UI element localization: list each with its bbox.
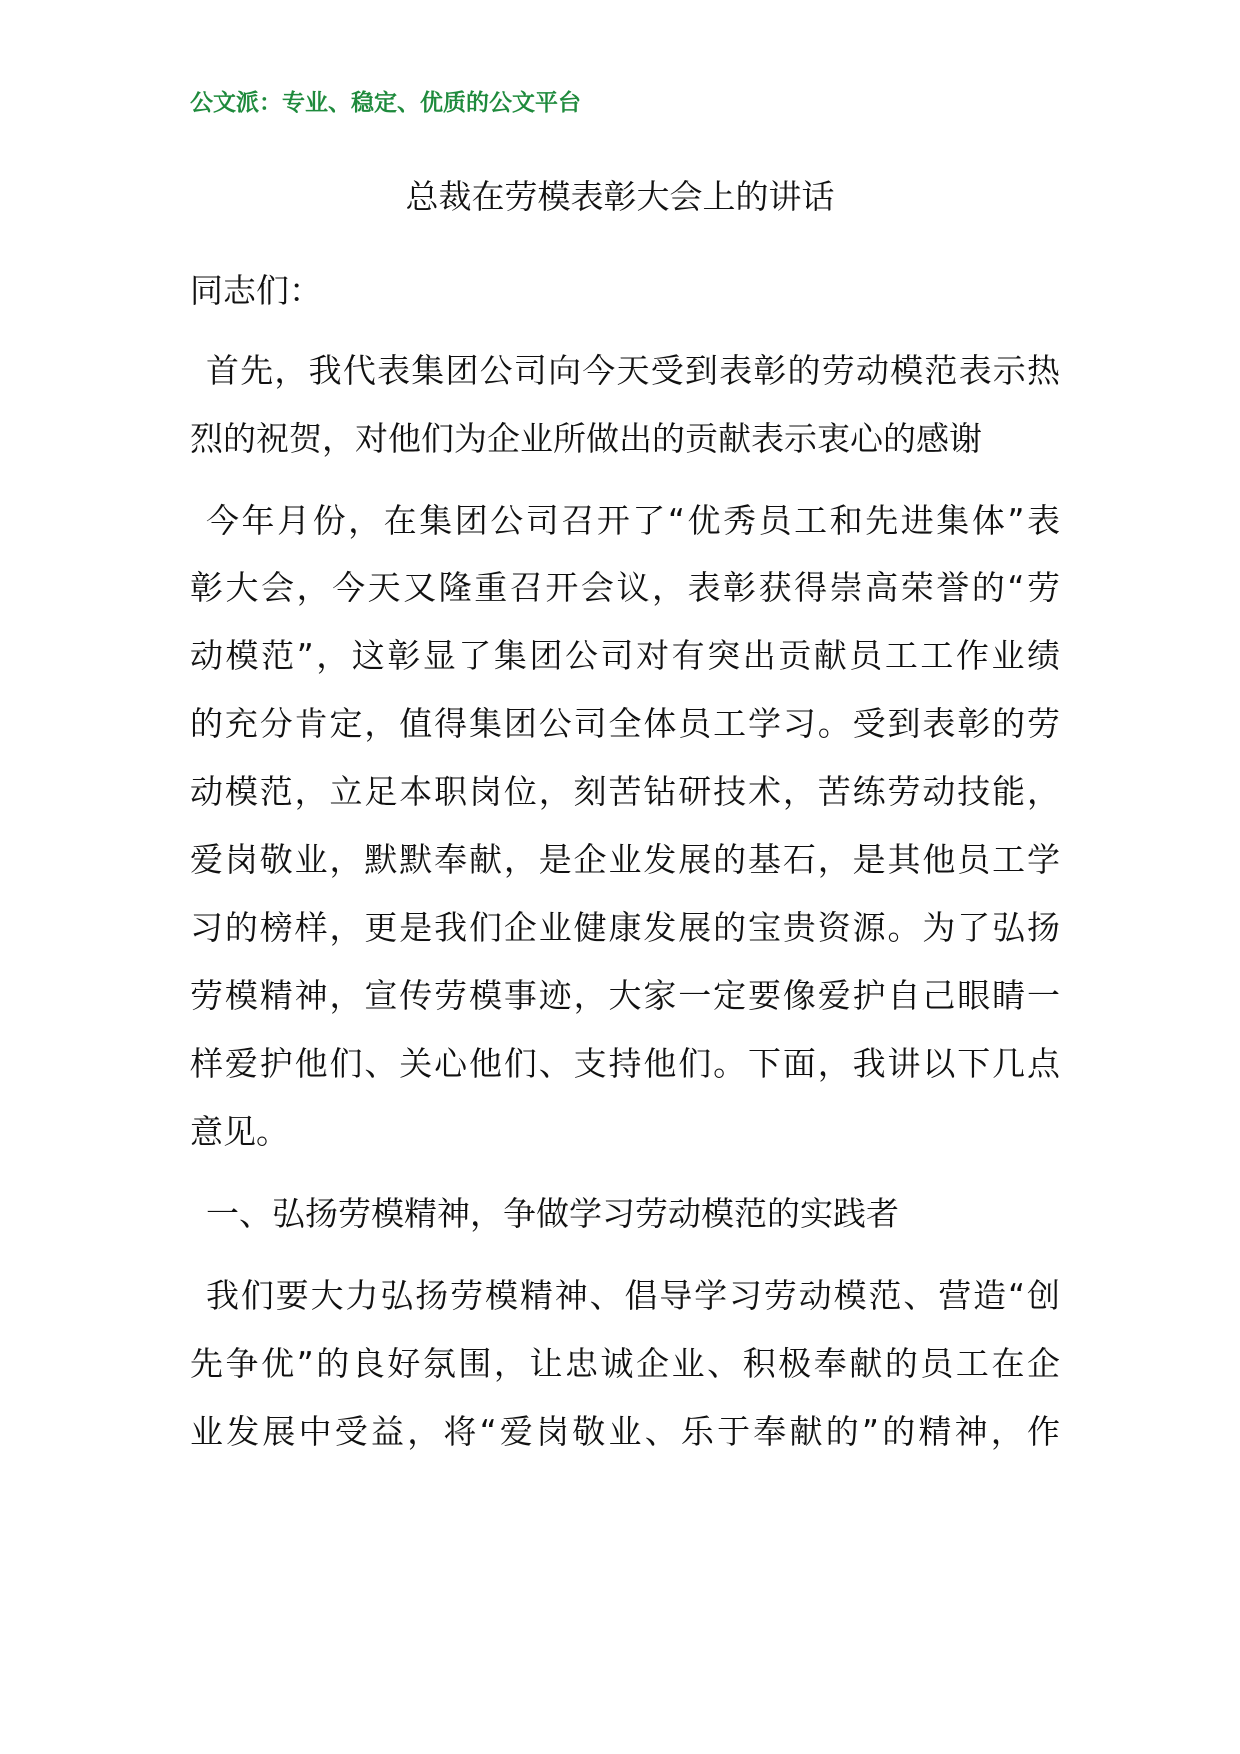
text-line: 爱岗敬业，默默奉献，是企业发展的基石，是其他员工学 — [190, 840, 1060, 879]
text-line: 样爱护他们、关心他们、支持他们。下面，我讲以下几点 — [190, 1044, 1060, 1083]
text-line: 我们要大力弘扬劳模精神、倡导学习劳动模范、营造“创 — [206, 1276, 1060, 1315]
section-heading: 一、弘扬劳模精神，争做学习劳动模范的实践者 — [206, 1194, 899, 1233]
text-line: 动模范”，这彰显了集团公司对有突出贡献员工工作业绩 — [190, 636, 1060, 675]
text-line: 动模范，立足本职岗位，刻苦钻研技术，苦练劳动技能， — [190, 772, 1060, 811]
document-title: 总裁在劳模表彰大会上的讲话 — [405, 177, 835, 216]
text-line: 先争优”的良好氛围，让忠诚企业、积极奉献的员工在企 — [190, 1344, 1060, 1383]
text-line: 的充分肯定，值得集团公司全体员工学习。受到表彰的劳 — [190, 704, 1060, 743]
text-line: 劳模精神，宣传劳模事迹，大家一定要像爱护自己眼睛一 — [190, 976, 1060, 1015]
text-line: 首先，我代表集团公司向今天受到表彰的劳动模范表示热 — [206, 351, 1060, 390]
text-line: 意见。 — [190, 1112, 289, 1151]
site-header: 公文派：专业、稳定、优质的公文平台 — [190, 90, 581, 116]
salutation: 同志们： — [190, 271, 322, 310]
text-line: 今年月份，在集团公司召开了“优秀员工和先进集体”表 — [206, 501, 1060, 540]
text-line: 彰大会，今天又隆重召开会议，表彰获得崇高荣誉的“劳 — [190, 568, 1060, 607]
text-line: 烈的祝贺，对他们为企业所做出的贡献表示衷心的感谢 — [190, 419, 982, 458]
text-line: 习的榜样，更是我们企业健康发展的宝贵资源。为了弘扬 — [190, 908, 1060, 947]
text-line: 业发展中受益，将“爱岗敬业、乐于奉献的”的精神，作 — [190, 1412, 1060, 1451]
